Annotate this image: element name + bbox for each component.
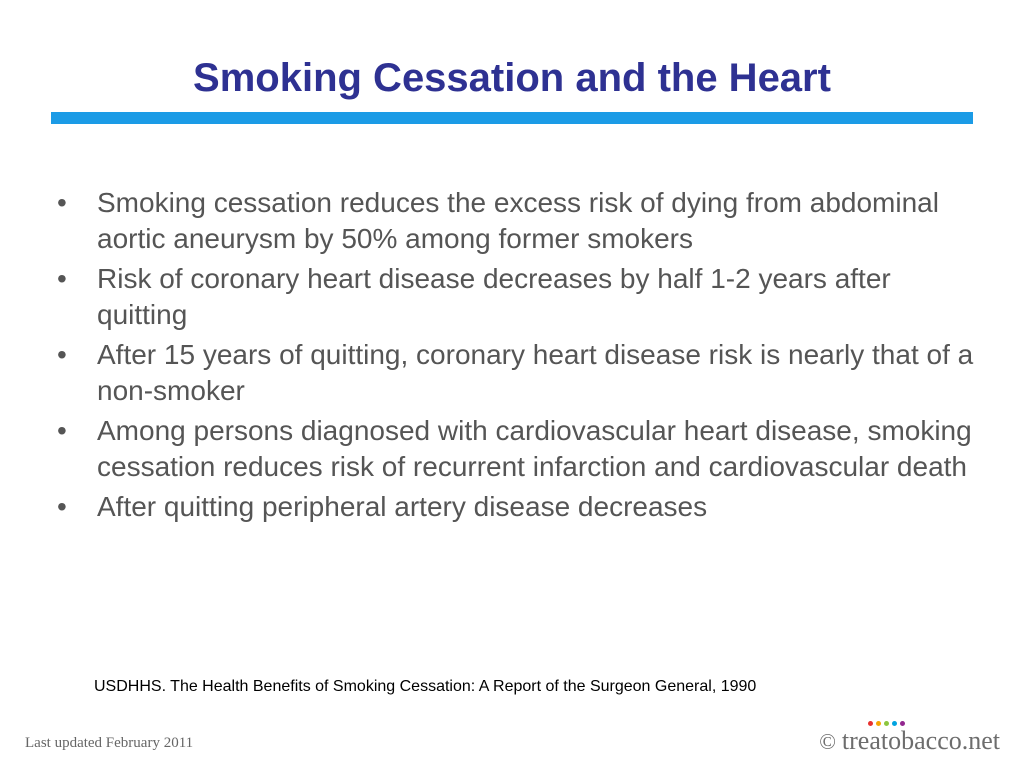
- bullet-item: [57, 261, 977, 333]
- bullet-marker: •: [57, 339, 67, 370]
- bullet-marker: •: [57, 415, 67, 446]
- title-underline-bar: [51, 112, 973, 124]
- bullet-item: [57, 413, 977, 485]
- last-updated-label: Last updated February 2011: [25, 735, 194, 751]
- bullet-marker: •: [57, 187, 67, 218]
- bullet-text: After quitting peripheral artery disease decreases: [97, 491, 708, 522]
- bullet-item: [57, 185, 977, 257]
- source-citation: USDHHS. The Health Benefits of Smoking Cessation: A Report of the Surgeon General, 1990: [94, 678, 757, 695]
- slide-title: Smoking Cessation and the Heart: [193, 56, 831, 100]
- brand-wordmark: [819, 726, 1000, 757]
- brand-name: treatobacco.net: [841, 726, 1000, 755]
- bullet-item: [57, 337, 977, 409]
- bullet-item: [57, 489, 977, 525]
- brand-logo: [800, 720, 1000, 760]
- bullet-text: Among persons diagnosed with cardiovascular heart disease, smoking cessation reduces risk of recurrent infarction and cardiovascular death: [97, 415, 972, 482]
- bullet-marker: •: [57, 491, 67, 522]
- bullet-text: After 15 years of quitting, coronary heart disease risk is nearly that of a non-smoker: [97, 339, 974, 406]
- bullet-text: Smoking cessation reduces the excess risk of dying from abdominal aortic aneurysm by 50% among former smokers: [97, 187, 939, 254]
- bullet-marker: •: [57, 263, 67, 294]
- bullet-text: Risk of coronary heart disease decreases by half 1-2 years after quitting: [97, 263, 891, 330]
- copyright-icon: ©: [819, 729, 836, 754]
- bullet-list: [57, 185, 977, 529]
